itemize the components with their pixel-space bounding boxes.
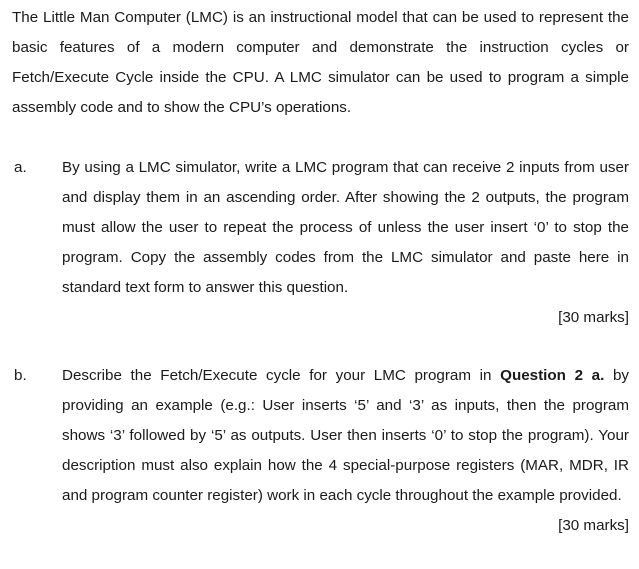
question-b-reference: Question 2 a. <box>500 367 605 384</box>
question-a-letter: a. <box>14 159 27 176</box>
question-a-text: By using a LMC simulator, write a LMC program that can receive 2 inputs from user and display them in an ascending order. After showing the 2 outputs, the program must allow the user to repeat the process of unless the user insert ‘0’ to stop the program. Copy the assembly codes from the LMC simulator and paste here in standard text form to answer this question. <box>62 159 629 296</box>
question-b-text <box>62 361 629 511</box>
question-b-text-after: by providing an example (e.g.: User inserts ‘5’ and ‘3’ as inputs, then the program shows ‘3’ followed by ‘5’ as outputs. User then inserts ‘0’ to stop the program). Your description must also explain how the 4 special-purpose registers (MAR, MDR, IR and program counter register) work in each cycle throughout the example provided. <box>62 367 630 504</box>
question-a-marks: [30 marks] <box>558 309 629 326</box>
question-b <box>12 361 629 541</box>
question-b-marks: [30 marks] <box>558 517 629 534</box>
question-b-text-before: Describe the Fetch/Execute cycle for your LMC program in <box>62 367 501 384</box>
question-a <box>12 153 629 333</box>
question-b-letter: b. <box>14 367 27 384</box>
intro-paragraph: The Little Man Computer (LMC) is an instructional model that can be used to represent the basic features of a modern computer and demonstrate the instruction cycles or Fetch/Execute Cycle inside the CPU. A LMC simulator can be used to program a simple assembly code and to show the CPU’s operations. <box>12 9 629 116</box>
